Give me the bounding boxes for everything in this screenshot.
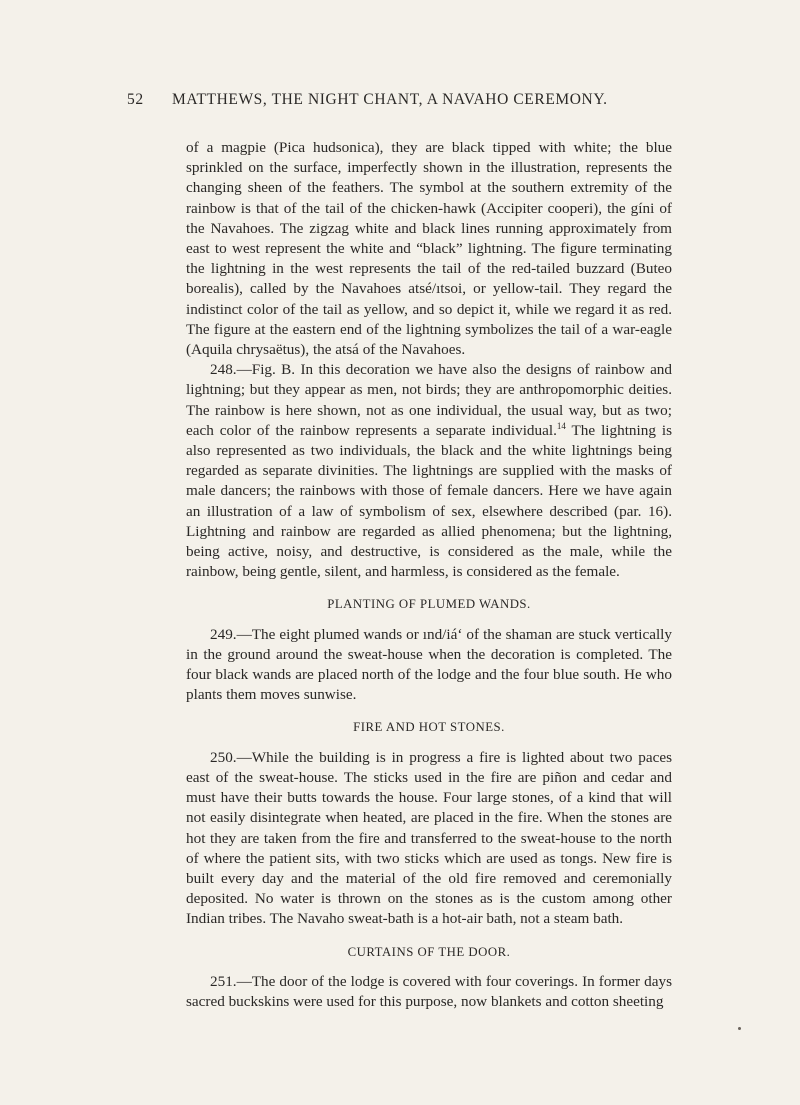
paragraph-248 — [186, 360, 672, 582]
section-heading-fire-stones: FIRE AND HOT STONES. — [353, 720, 505, 735]
paragraph-magpie: of a magpie (Pica hudsonica), they are black tipped with white; the blue sprinkled on the surface, imperfectly shown in the illustration, represents the changing sheen of the feathers. The symbol at the southern extremity of the rainbow is that of the tail of the chicken-hawk (Accipiter cooperi), the gíni of the Navahoes. The zigzag white and black lines running approximately from east to west represent the white and “black” lightning. The figure terminating the lightning in the west represents the tail of the red-tailed buzzard (Buteo borealis), called by the Navahoes atsé/ıtsoi, or yellow-tail. They regard the indistinct color of the tail as yellow, and so depict it, while we regard it as red. The figure at the eastern end of the lightning symbolizes the tail of a war-eagle (Aquila chrysaëtus), the atsá of the Navahoes. — [186, 139, 672, 359]
paragraph-248-text-continued: The lightning is also represented as two individuals, the black and the white lightnings being regarded as separate divinities. The lightnings are supplied with the masks of male dancers; the rainbows with those of female dancers. Here we have again an illustration of a law of symbolism of sex, elsewhere described (par. 16). Lightning and rainbow are regarded as allied phenomena; but the lightning, being active, noisy, and destructive, is considered as the male, while the rainbow, being gentle, silent, and harmless, is considered as the female. — [186, 421, 672, 581]
paragraph-250: 250.—While the building is in progress a fire is lighted about two paces east of the sweat-house. The sticks used in the fire are piñon and cedar and must have their butts towards the house. Four large stones, of a kind that will not easily disintegrate when heated, are placed in the fire. When the stones are hot they are taken from the fire and transferred to the sweat-house to the north of where the patient sits, with two sticks which are used as tongs. New fire is built every day and the material of the old fire removed and ceremonially deposited. No water is thrown on the stones as is the custom among other Indian tribes. The Navaho sweat-bath is a hot-air bath, not a steam bath. — [186, 748, 672, 928]
section-heading-plumed-wands: PLANTING OF PLUMED WANDS. — [327, 597, 531, 612]
page-number: 52 — [127, 91, 144, 108]
page-body — [186, 138, 672, 1012]
paragraph-248-text: 248.—Fig. B. In this decoration we have also the designs of rainbow and lightning; but they appear as men, not birds; they are anthropomorphic deities. The rainbow is here shown, not as one individual, the usual way, but as two; each color of the rainbow represents a separate individual. — [186, 361, 672, 439]
paper-speck — [738, 1027, 741, 1030]
paragraph-251: 251.—The door of the lodge is covered with four coverings. In former days sacred buckskins were used for this purpose, now blankets and cotton sheeting — [186, 972, 672, 1010]
paragraph-249: 249.—The eight plumed wands or ınd/iá‘ of the shaman are stuck vertically in the ground around the sweat-house when the decoration is completed. The four black wands are placed north of the lodge and the four blue south. He who plants them moves sunwise. — [186, 625, 672, 704]
running-head — [127, 91, 687, 113]
footnote-ref-14: 14 — [556, 420, 566, 431]
running-title: MATTHEWS, THE NIGHT CHANT, A NAVAHO CEREMONY. — [172, 91, 608, 108]
section-heading-curtains: CURTAINS OF THE DOOR. — [347, 944, 511, 959]
